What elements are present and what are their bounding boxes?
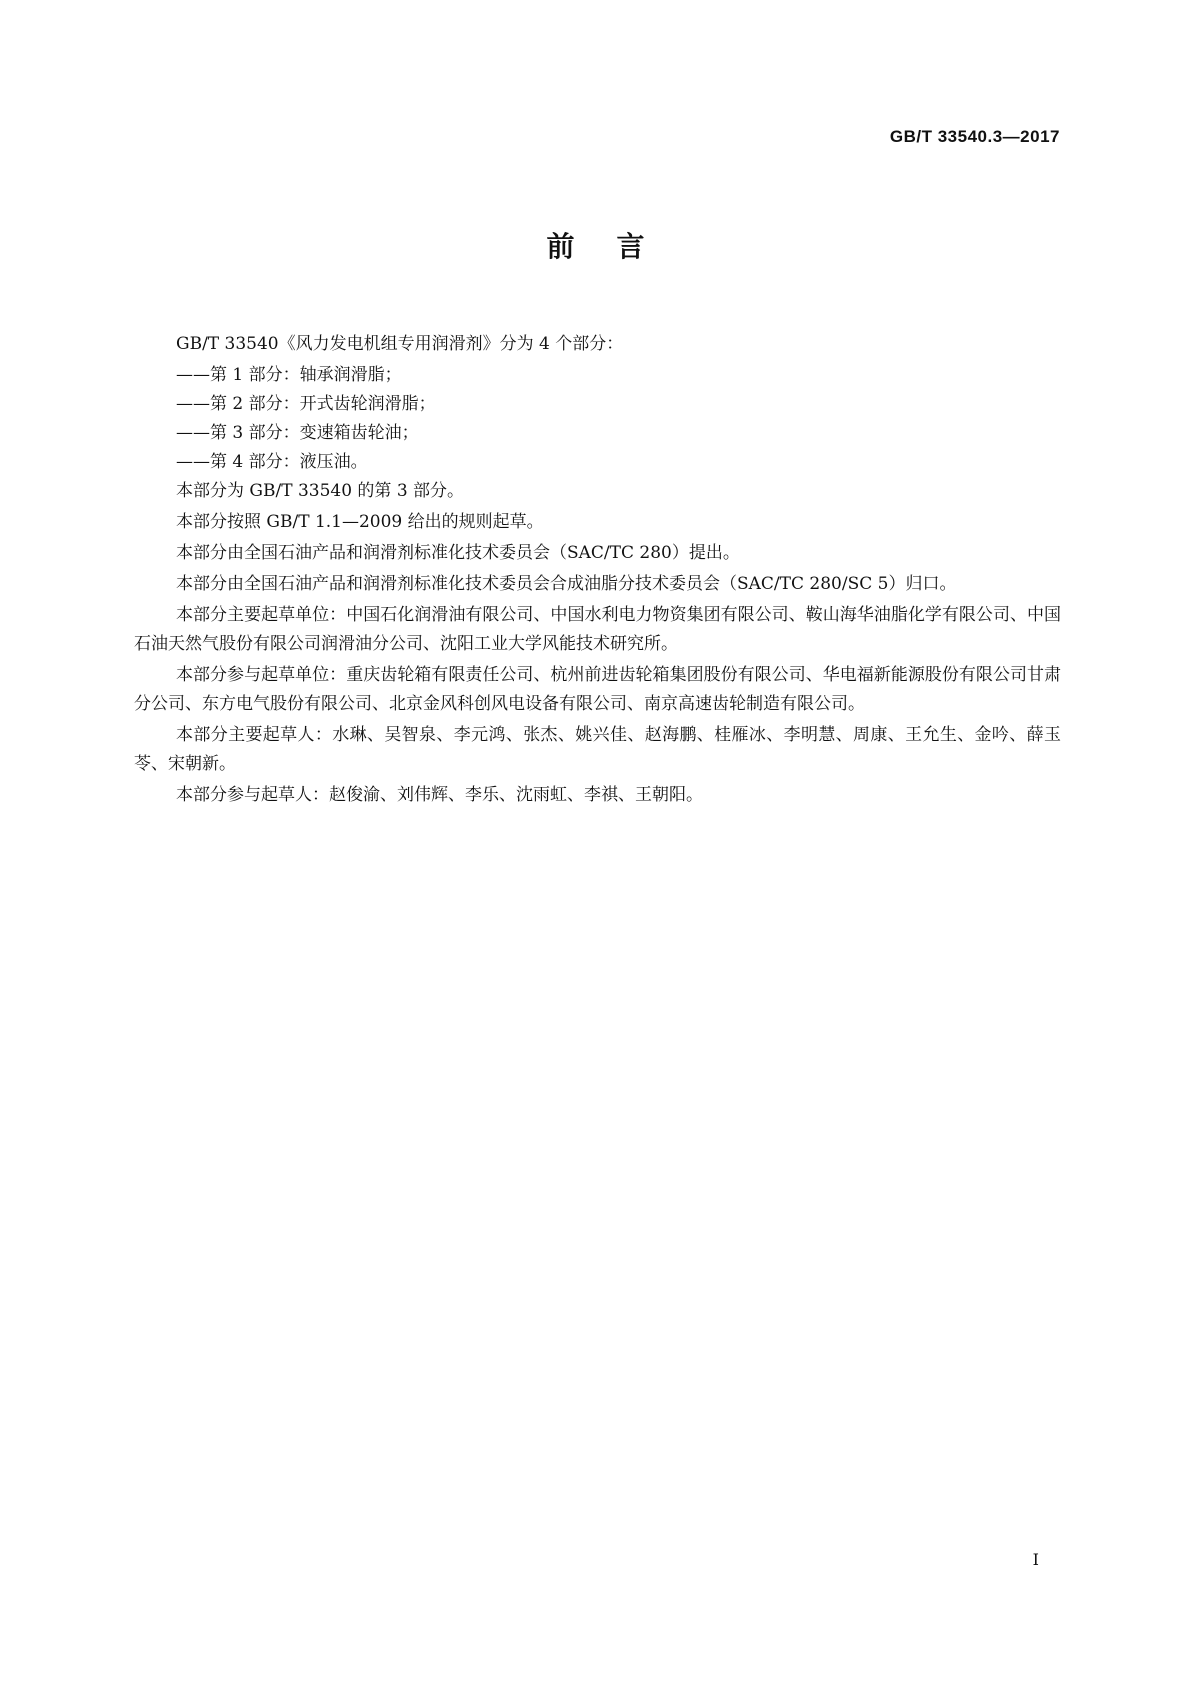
paragraph-participating-drafters: 本部分参与起草人：赵俊渝、刘伟辉、李乐、沈雨虹、李祺、王朝阳。 — [176, 785, 703, 805]
paragraph-part-statement: 本部分为 GB/T 33540 的第 3 部分。 — [176, 481, 465, 501]
part-list-item-1: ——第 1 部分：轴承润滑脂； — [176, 365, 402, 385]
part-list-item-2: ——第 2 部分：开式齿轮润滑脂； — [176, 394, 436, 414]
page-number: I — [1032, 1550, 1039, 1569]
paragraph-main-drafting-units: 本部分主要起草单位：中国石化润滑油有限公司、中国水利电力物资集团有限公司、鞍山海华油脂化学有限公司、中国石油天然气股份有限公司润滑油分公司、沈阳工业大学风能技术研究所。 — [134, 605, 1061, 654]
paragraph-under-jurisdiction: 本部分由全国石油产品和润滑剂标准化技术委员会合成油脂分技术委员会（SAC/TC 280/SC 5）归口。 — [176, 574, 957, 594]
document-code: GB/T 33540.3—2017 — [889, 127, 1060, 146]
foreword-content — [134, 330, 1061, 812]
paragraph-proposed-by: 本部分由全国石油产品和润滑剂标准化技术委员会（SAC/TC 280）提出。 — [176, 543, 740, 563]
paragraph-main-drafters: 本部分主要起草人：水琳、吴智泉、李元鸿、张杰、姚兴佳、赵海鹏、桂雁冰、李明慧、周康、王允生、金吟、薛玉苓、宋朝新。 — [134, 725, 1061, 774]
paragraph-drafting-rules: 本部分按照 GB/T 1.1—2009 给出的规则起草。 — [176, 512, 544, 532]
page-title: 前言 — [546, 230, 687, 263]
paragraph-participating-units: 本部分参与起草单位：重庆齿轮箱有限责任公司、杭州前进齿轮箱集团股份有限公司、华电福新能源股份有限公司甘肃分公司、东方电气股份有限公司、北京金风科创风电设备有限公司、南京高速齿轮制造有限公司。 — [134, 665, 1061, 714]
part-list-item-3: ——第 3 部分：变速箱齿轮油； — [176, 423, 419, 443]
intro-paragraph: GB/T 33540《风力发电机组专用润滑剂》分为 4 个部分： — [176, 334, 624, 354]
part-list-item-4: ——第 4 部分：液压油。 — [176, 452, 368, 472]
